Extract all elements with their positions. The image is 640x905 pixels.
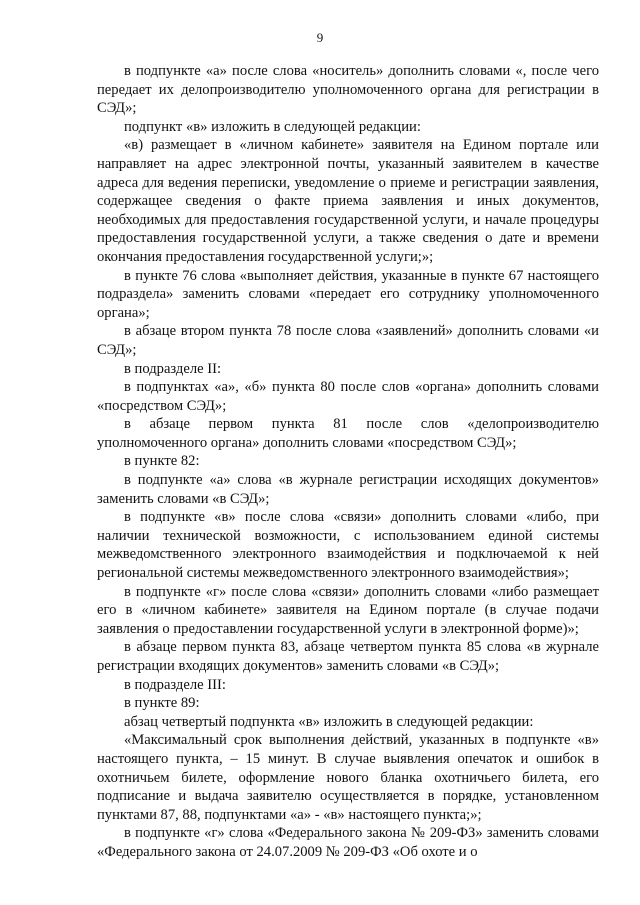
document-body	[97, 62, 599, 862]
paragraph-6: в подразделе II:	[124, 360, 222, 377]
paragraph-17: «Максимальный срок выполнения действий, указанных в подпункте «в» настоящего пункта, – 15 минут. В случае выявления опечаток и ошибок в охотничьем билете, оформление нового бланка охотничьего билета, его подписание и выдача заявителю осуществляется в порядке, установленном пунктами 87, 88, подпунктами «а» - «в» настоящего пункта;»;	[97, 732, 599, 823]
paragraph-7: в подпунктах «а», «б» пункта 80 после слов «органа» дополнить словами «посредством СЭД»;	[97, 379, 599, 414]
paragraph-16: абзац четвертый подпункта «в» изложить в следующей редакции:	[124, 713, 534, 730]
paragraph-5: в абзаце втором пункта 78 после слова «заявлений» дополнить словами «и СЭД»;	[97, 323, 599, 358]
paragraph-2: подпункт «в» изложить в следующей редакции:	[124, 118, 421, 135]
paragraph-13: в абзаце первом пункта 83, абзаце четвертом пункта 85 слова «в журнале регистрации входящих документов» заменить словами «в СЭД»;	[97, 639, 599, 674]
paragraph-3: «в) размещает в «личном кабинете» заявителя на Едином портале или направляет на адрес электронной почты, указанный заявителем в качестве адреса для ведения переписки, уведомление о приеме и регистрации заявления, содержащее сведения о факте приема заявления и иных документов, необходимых для предоставления государственной услуги, и начале процедуры предоставления государственной услуги, а также сведения о дате и времени окончания предоставления государственной услуги;»;	[97, 137, 599, 265]
paragraph-12: в подпункте «г» после слова «связи» дополнить словами «либо размещает его в «личном кабинете» заявителя на Едином портале (в случае подачи заявления о предоставлении государственной услуги в электронной форме)»;	[97, 583, 599, 637]
paragraph-8: в абзаце первом пункта 81 после слов «делопроизводителю уполномоченного органа» дополнить словами «посредством СЭД»;	[97, 416, 599, 451]
paragraph-18: в подпункте «г» слова «Федерального закона № 209-ФЗ» заменить словами «Федерального закона от 24.07.2009 № 209-ФЗ «Об охоте и о	[97, 825, 599, 860]
paragraph-15: в пункте 89:	[124, 695, 200, 712]
paragraph-9: в пункте 82:	[124, 453, 200, 470]
page-number: 9	[316, 30, 324, 45]
paragraph-11: в подпункте «в» после слова «связи» дополнить словами «либо, при наличии технической возможности, с использованием единой системы межведомственного электронного взаимодействия и подключаемой к ней региональной системы межведомственного электронного взаимодействия»;	[97, 509, 599, 582]
paragraph-1: в подпункте «а» после слова «носитель» дополнить словами «, после чего передает их делопроизводителю уполномоченного органа для регистрации в СЭД»;	[97, 63, 599, 117]
paragraph-14: в подразделе III:	[124, 676, 226, 693]
paragraph-4: в пункте 76 слова «выполняет действия, указанные в пункте 67 настоящего подраздела» заменить словами «передает его сотруднику уполномоченного органа»;	[97, 267, 599, 321]
paragraph-10: в подпункте «а» слова «в журнале регистрации исходящих документов» заменить словами «в СЭД»;	[97, 472, 599, 507]
